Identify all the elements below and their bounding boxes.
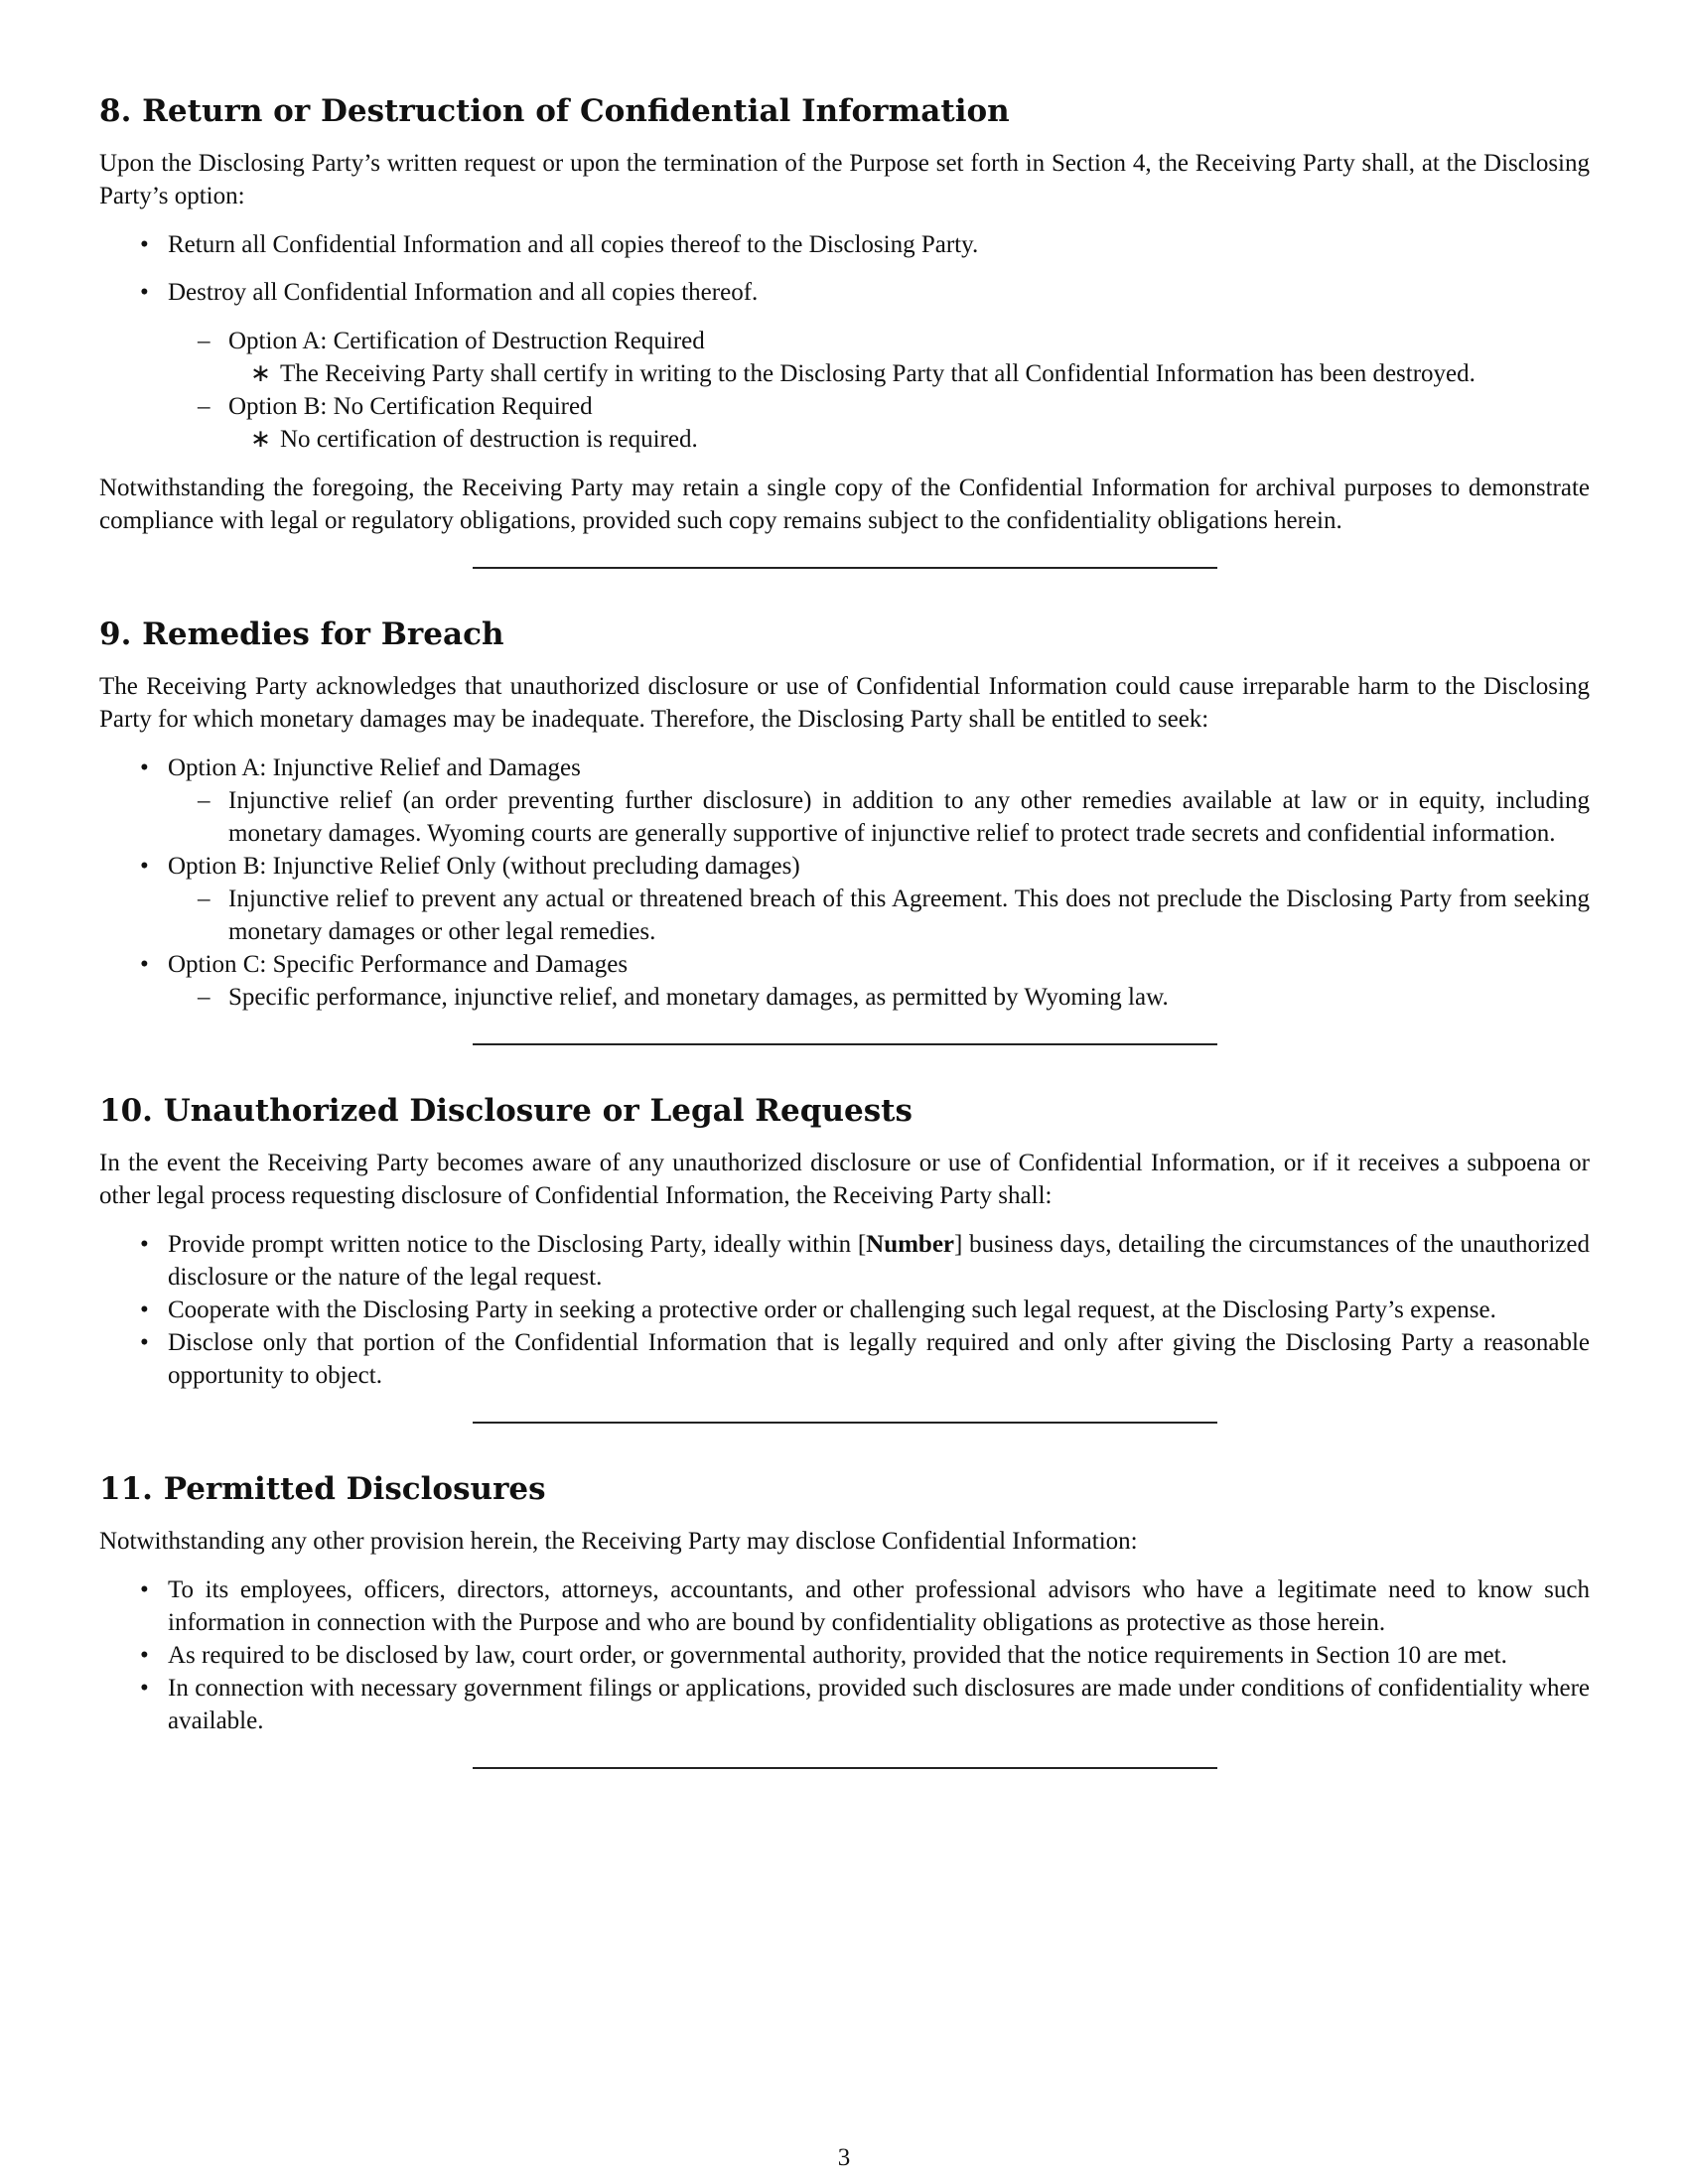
list-item-text: Provide prompt written notice to the Disclosing Party, ideally within [ <box>168 1231 867 1258</box>
option-item: – Option B: No Certification Required <box>99 390 1590 423</box>
paragraph: Upon the Disclosing Party’s written request or upon the termination of the Purpose set forth in Section 4, the Receiving Party shall, at the Disclosing Party’s option: <box>99 150 1590 209</box>
page-number: 3 <box>837 2144 851 2171</box>
section-divider <box>473 1422 1217 1424</box>
list-item: • Disclose only that portion of the Confidential Information that is legally required and only after giving the Disclosing Party a reasonable opportunity to object. <box>99 1326 1590 1392</box>
section-divider <box>473 1767 1217 1769</box>
section-heading: 8. Return or Destruction of Confidential Information <box>99 93 1010 129</box>
placeholder-field: Number <box>866 1231 955 1258</box>
list-item: • Return all Confidential Information and all copies thereof to the Disclosing Party. <box>99 228 1590 261</box>
bullet-list <box>99 751 1590 1014</box>
option-detail: – Specific performance, injunctive relief, and monetary damages, as permitted by Wyoming law. <box>99 981 1590 1014</box>
paragraph: In the event the Receiving Party becomes aware of any unauthorized disclosure or use of Confidential Information, or if it receives a subpoena or other legal process requesting disclosure of Confidential Information, the Receiving Party shall: <box>99 1150 1590 1209</box>
option-item: – Option A: Certification of Destruction Required <box>99 325 1590 357</box>
list-item: • Option C: Specific Performance and Damages <box>99 948 1590 981</box>
bullet-list <box>99 228 1590 309</box>
list-item: • In connection with necessary government filings or applications, provided such disclosures are made under conditions of confidentiality where available. <box>99 1672 1590 1737</box>
section-heading: 9. Remedies for Breach <box>99 616 504 652</box>
section-heading: 11. Permitted Disclosures <box>99 1471 546 1507</box>
section-divider <box>473 1043 1217 1045</box>
document-page <box>99 91 1590 1769</box>
bullet-list <box>99 1573 1590 1737</box>
section-divider <box>473 567 1217 569</box>
list-item-text: ] business days, detailing the circumstances of the unauthorized disclosure or the nature of the legal request. <box>168 1231 1590 1291</box>
section-8 <box>99 91 1590 569</box>
paragraph: Notwithstanding any other provision herein, the Receiving Party may disclose Confidential Information: <box>99 1528 1138 1555</box>
list-item: • Option B: Injunctive Relief Only (without precluding damages) <box>99 850 1590 883</box>
list-item: • As required to be disclosed by law, court order, or governmental authority, provided that the notice requirements in Section 10 are met. <box>99 1639 1590 1672</box>
bullet-list <box>99 1228 1590 1392</box>
list-item: • Option A: Injunctive Relief and Damages <box>99 751 1590 784</box>
section-10 <box>99 1091 1590 1424</box>
option-detail: ∗ The Receiving Party shall certify in writing to the Disclosing Party that all Confidential Information has been destroyed. <box>99 357 1590 390</box>
option-list <box>99 325 1590 456</box>
section-11 <box>99 1469 1590 1769</box>
list-item: • Cooperate with the Disclosing Party in seeking a protective order or challenging such legal request, at the Disclosing Party’s expense. <box>99 1294 1590 1326</box>
list-item <box>99 1228 1590 1294</box>
section-heading: 10. Unauthorized Disclosure or Legal Requests <box>99 1093 913 1129</box>
option-detail: – Injunctive relief (an order preventing further disclosure) in addition to any other remedies available at law or in equity, including monetary damages. Wyoming courts are generally supportive of injunctive relief to protect trade secrets and confidential information. <box>99 784 1590 850</box>
paragraph: The Receiving Party acknowledges that unauthorized disclosure or use of Confidential Information could cause irreparable harm to the Disclosing Party for which monetary damages may be inadequate. Therefore, the Disclosing Party shall be entitled to seek: <box>99 673 1590 733</box>
list-item: • To its employees, officers, directors, attorneys, accountants, and other professional advisors who have a legitimate need to know such information in connection with the Purpose and who are bound by confidentiality obligations as protective as those herein. <box>99 1573 1590 1639</box>
option-detail: ∗ No certification of destruction is required. <box>99 423 1590 456</box>
list-item: • Destroy all Confidential Information and all copies thereof. <box>99 276 1590 309</box>
section-9 <box>99 614 1590 1045</box>
option-detail: – Injunctive relief to prevent any actual or threatened breach of this Agreement. This does not preclude the Disclosing Party from seeking monetary damages or other legal remedies. <box>99 883 1590 948</box>
paragraph: Notwithstanding the foregoing, the Receiving Party may retain a single copy of the Confidential Information for archival purposes to demonstrate compliance with legal or regulatory obligations, provided such copy remains subject to the confidentiality obligations herein. <box>99 475 1590 534</box>
